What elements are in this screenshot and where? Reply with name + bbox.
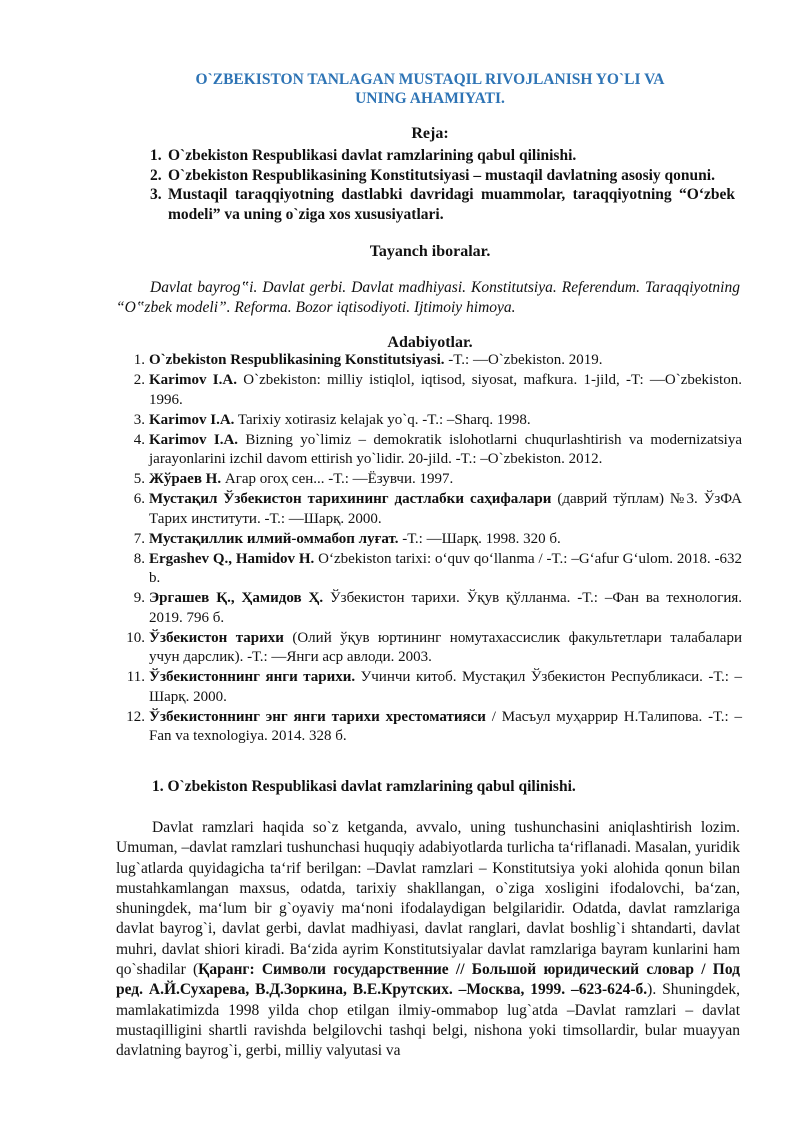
plan-list bbox=[150, 146, 735, 224]
section-paragraph: Davlat ramzlari haqida so`z ketganda, avvalo, uning tushunchasini aniqlashtirish lozim. Umuman, –davlat ramzlari tushunchasi huquqiy adabiyotlarda turlicha ta‘riflanadi. Masalan, yuridik lug`atlarda quyidagicha ta‘rif berilgan: –Davlat ramzlari – Konstitutsiya yoki alohida qonun bilan mustahkamlangan maxsus, odatda, tarixiy shakllangan, o`ziga xosligini ifodalovchi, ba‘zan, shuningdek, ma‘lum bir g`oyaviy ma‘noni ifodalaydigan belgilaridir. Odatda, davlat ramzlariga davlat bayrog`i, davlat gerbi, davlat madhiyasi, davlat ranglari, davlat boshlig`i shtandarti, davlat muhri, davlat shiori kiradi. Ba‘zida ayrim Konstitutsiyalar davlat ramzlariga bayram kunlarini ham qo`shadilar (Қаранг: Символи государственние // Большой юридический словар / Под ред. А.Й.Сухарева, В.Д.Зоркина, В.Е.Крутских. –Москва, 1999. –623-624-б.). Shuningdek, mamlakatimizda 1998 yilda chop etilgan ilmiy-ommabop lug`atda –Davlat ramzlari – davlat mustaqilligini shartli ravishda belgilovchi tashqi belgi, nishona yoki timsollardir, bular muayyan davlatning bayrog`i, gerbi, milliy valyutasi va bbox=[116, 819, 741, 1060]
plan-item: 3. Mustaqil taraqqiyotning dastlabki davridagi muammolar, taraqqiyotning “O‘zbek modeli” va uning o`ziga xos xususiyatlari. bbox=[150, 186, 735, 223]
reference-item: 5. Жўраев Н. Агар огоҳ сен... -Т.: ―Ёзувчи. 1997. bbox=[133, 471, 454, 487]
reference-item: 10. Ўзбекистон тарихи (Олий ўқув юртининг номутахассислик факультетлари талабалари учун дарслик). -Т.: ―Янги аср авлоди. 2003. bbox=[126, 629, 742, 665]
plan-item: 1. O`zbekiston Respublikasi davlat ramzlarining qabul qilinishi. bbox=[150, 147, 577, 164]
reference-item: 9. Эргашев Қ., Ҳамидов Ҳ. Ўзбекистон тарихи. Ўқув қўлланма. -Т.: –Фан ва технология. 2019. 796 б. bbox=[133, 590, 742, 626]
keywords-text: Davlat bayrog‟i. Davlat gerbi. Davlat madhiyasi. Konstitutsiya. Referendum. Taraqqiyotning “O‟zbek modeli”. Reforma. Bozor iqtisodiyoti. Ijtimoiy himoya. bbox=[116, 279, 740, 316]
reference-item: 2. Karimov I.A. O`zbekiston: milliy istiqlol, iqtisod, siyosat, mafkura. 1-jild, -T: ―O`zbekiston. 1996. bbox=[133, 372, 742, 408]
keywords-heading: Tayanch iboralar. bbox=[369, 243, 491, 260]
reference-item: 1. O`zbekiston Respublikasining Konstitutsiyasi. -T.: ―O`zbekiston. 2019. bbox=[133, 352, 603, 368]
citation-bold: Қаранг: Символи государственние // Большой юридический словар / Под ред. А.Й.Сухарева, В.Д.Зоркина, В.Е.Крутских. –Москва, 1999. –623-624-б. bbox=[116, 961, 740, 999]
references-list bbox=[127, 351, 742, 747]
reference-item: 11. Ўзбекистоннинг янги тарихи. Учинчи китоб. Мустақил Ўзбекистон Республикаси. -Т.: –Шарқ. 2000. bbox=[126, 669, 742, 705]
plan-item: 2. O`zbekiston Respublikasining Konstitutsiyasi – mustaqil davlatning asosiy qonuni. bbox=[150, 166, 715, 184]
reference-item: 3. Karimov I.A. Tarixiy xotirasiz kelajak yo`q. -T.: –Sharq. 1998. bbox=[133, 411, 531, 428]
reference-item: 7. Мустақиллик илмий-оммабоп луғат. -Т.: ―Шарқ. 1998. 320 б. bbox=[133, 530, 561, 547]
document-title bbox=[120, 70, 740, 108]
section-heading: 1. O`zbekiston Respublikasi davlat ramzlarining qabul qilinishi. bbox=[152, 778, 576, 795]
reference-item: 4. Karimov I.A. Bizning yo`limiz – demokratik islohotlarni chuqurlashtirish va modernizatsiya jarayonlarini izchil davom ettirish yo`lidir. 20-jild. -T.: –O`zbekiston. 2012. bbox=[133, 431, 742, 467]
title-line-1: O`ZBEKISTON TANLAGAN MUSTAQIL RIVOJLANISH YO`LI VA bbox=[195, 71, 665, 88]
reference-item: 8. Ergashev Q., Hamidov H. O‘zbekiston tarixi: o‘quv qo‘llanma / -T.: –G‘afur G‘ulom. 2018. -632 b. bbox=[133, 550, 742, 586]
reference-item: 6. Мустақил Ўзбекистон тарихининг дастлабки саҳифалари (даврий тўплам) №3. ЎзФА Тарих институти. -Т.: ―Шарқ. 2000. bbox=[133, 491, 742, 527]
references-heading: Adabiyotlar. bbox=[387, 334, 473, 351]
plan-heading: Reja: bbox=[411, 125, 449, 142]
reference-item: 12. Ўзбекистоннинг энг янги тарихи хрестоматияси / Масъул муҳаррир Н.Талипова. -Т.: –Fan va texnologiya. 2014. 328 б. bbox=[126, 708, 742, 744]
title-line-2: UNING AHAMIYATI. bbox=[355, 90, 505, 107]
